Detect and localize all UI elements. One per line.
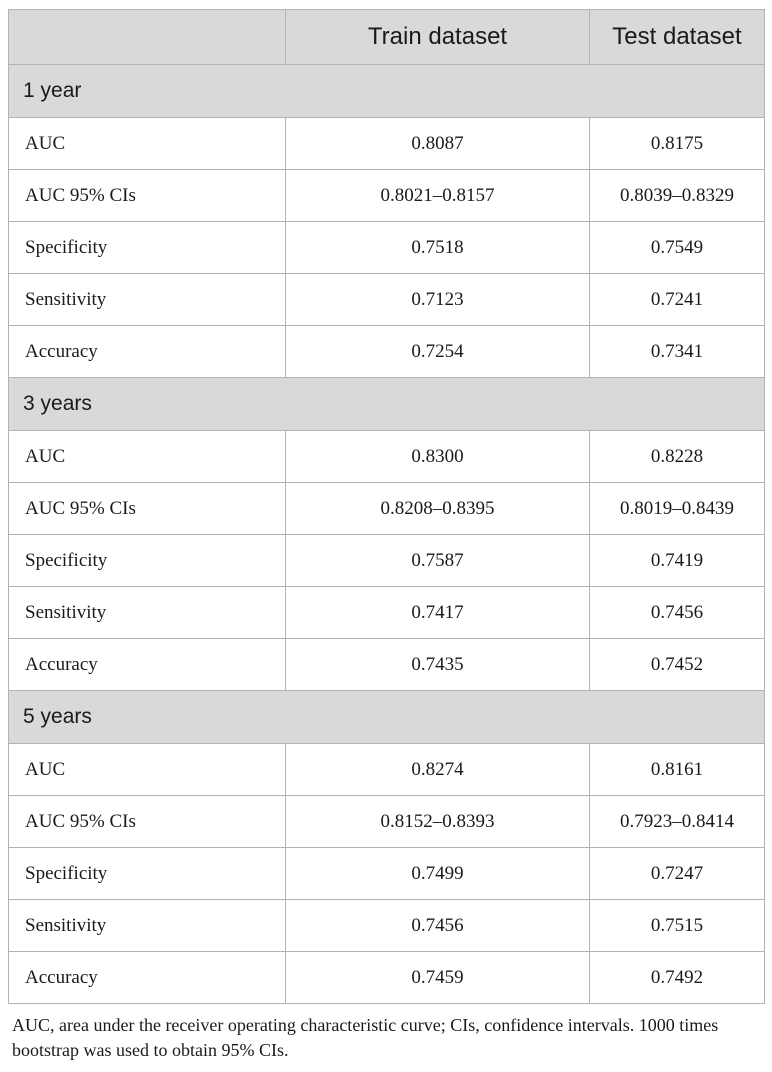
table-row — [9, 744, 765, 796]
test-value: 0.7452 — [590, 639, 765, 691]
train-value: 0.8208–0.8395 — [286, 483, 590, 535]
row-label: AUC 95% CIs — [9, 483, 286, 535]
row-label: Sensitivity — [9, 274, 286, 326]
table-row — [9, 274, 765, 326]
train-value: 0.7587 — [286, 535, 590, 587]
table-row — [9, 170, 765, 222]
section-row-5-years — [9, 691, 765, 744]
table-row — [9, 848, 765, 900]
header-train: Train dataset — [286, 10, 590, 65]
section-title: 5 years — [9, 691, 765, 744]
section-title: 1 year — [9, 65, 765, 118]
test-value: 0.7549 — [590, 222, 765, 274]
train-value: 0.7459 — [286, 952, 590, 1004]
train-value: 0.7499 — [286, 848, 590, 900]
section-title: 3 years — [9, 378, 765, 431]
test-value: 0.8039–0.8329 — [590, 170, 765, 222]
test-value: 0.8175 — [590, 118, 765, 170]
table-row — [9, 900, 765, 952]
row-label: AUC 95% CIs — [9, 796, 286, 848]
row-label: Specificity — [9, 222, 286, 274]
train-value: 0.8087 — [286, 118, 590, 170]
test-value: 0.8161 — [590, 744, 765, 796]
table-row — [9, 952, 765, 1004]
test-value: 0.7241 — [590, 274, 765, 326]
table-row — [9, 483, 765, 535]
row-label: AUC — [9, 431, 286, 483]
table-row — [9, 222, 765, 274]
train-value: 0.8021–0.8157 — [286, 170, 590, 222]
train-value: 0.7417 — [286, 587, 590, 639]
train-value: 0.7435 — [286, 639, 590, 691]
row-label: Sensitivity — [9, 587, 286, 639]
section-row-1-year — [9, 65, 765, 118]
train-value: 0.8274 — [286, 744, 590, 796]
results-table — [8, 9, 765, 1004]
table-row — [9, 326, 765, 378]
header-row — [9, 10, 765, 65]
row-label: AUC — [9, 744, 286, 796]
table-footnote: AUC, area under the receiver operating characteristic curve; CIs, confidence intervals. 1000 times bootstrap was used to obtain 95% CIs. — [12, 1015, 719, 1060]
train-value: 0.7254 — [286, 326, 590, 378]
row-label: AUC — [9, 118, 286, 170]
table-row — [9, 118, 765, 170]
table-row — [9, 587, 765, 639]
row-label: Specificity — [9, 848, 286, 900]
row-label: Accuracy — [9, 639, 286, 691]
header-test: Test dataset — [590, 10, 765, 65]
table-row — [9, 535, 765, 587]
test-value: 0.7341 — [590, 326, 765, 378]
test-value: 0.7492 — [590, 952, 765, 1004]
test-value: 0.8228 — [590, 431, 765, 483]
train-value: 0.7123 — [286, 274, 590, 326]
header-corner — [9, 10, 286, 65]
row-label: Accuracy — [9, 952, 286, 1004]
test-value: 0.7456 — [590, 587, 765, 639]
train-value: 0.8152–0.8393 — [286, 796, 590, 848]
train-value: 0.7518 — [286, 222, 590, 274]
table-row — [9, 796, 765, 848]
table-row — [9, 431, 765, 483]
row-label: Specificity — [9, 535, 286, 587]
test-value: 0.7247 — [590, 848, 765, 900]
test-value: 0.7419 — [590, 535, 765, 587]
row-label: Sensitivity — [9, 900, 286, 952]
train-value: 0.8300 — [286, 431, 590, 483]
train-value: 0.7456 — [286, 900, 590, 952]
table-row — [9, 639, 765, 691]
row-label: AUC 95% CIs — [9, 170, 286, 222]
test-value: 0.7515 — [590, 900, 765, 952]
test-value: 0.8019–0.8439 — [590, 483, 765, 535]
section-row-3-years — [9, 378, 765, 431]
test-value: 0.7923–0.8414 — [590, 796, 765, 848]
row-label: Accuracy — [9, 326, 286, 378]
